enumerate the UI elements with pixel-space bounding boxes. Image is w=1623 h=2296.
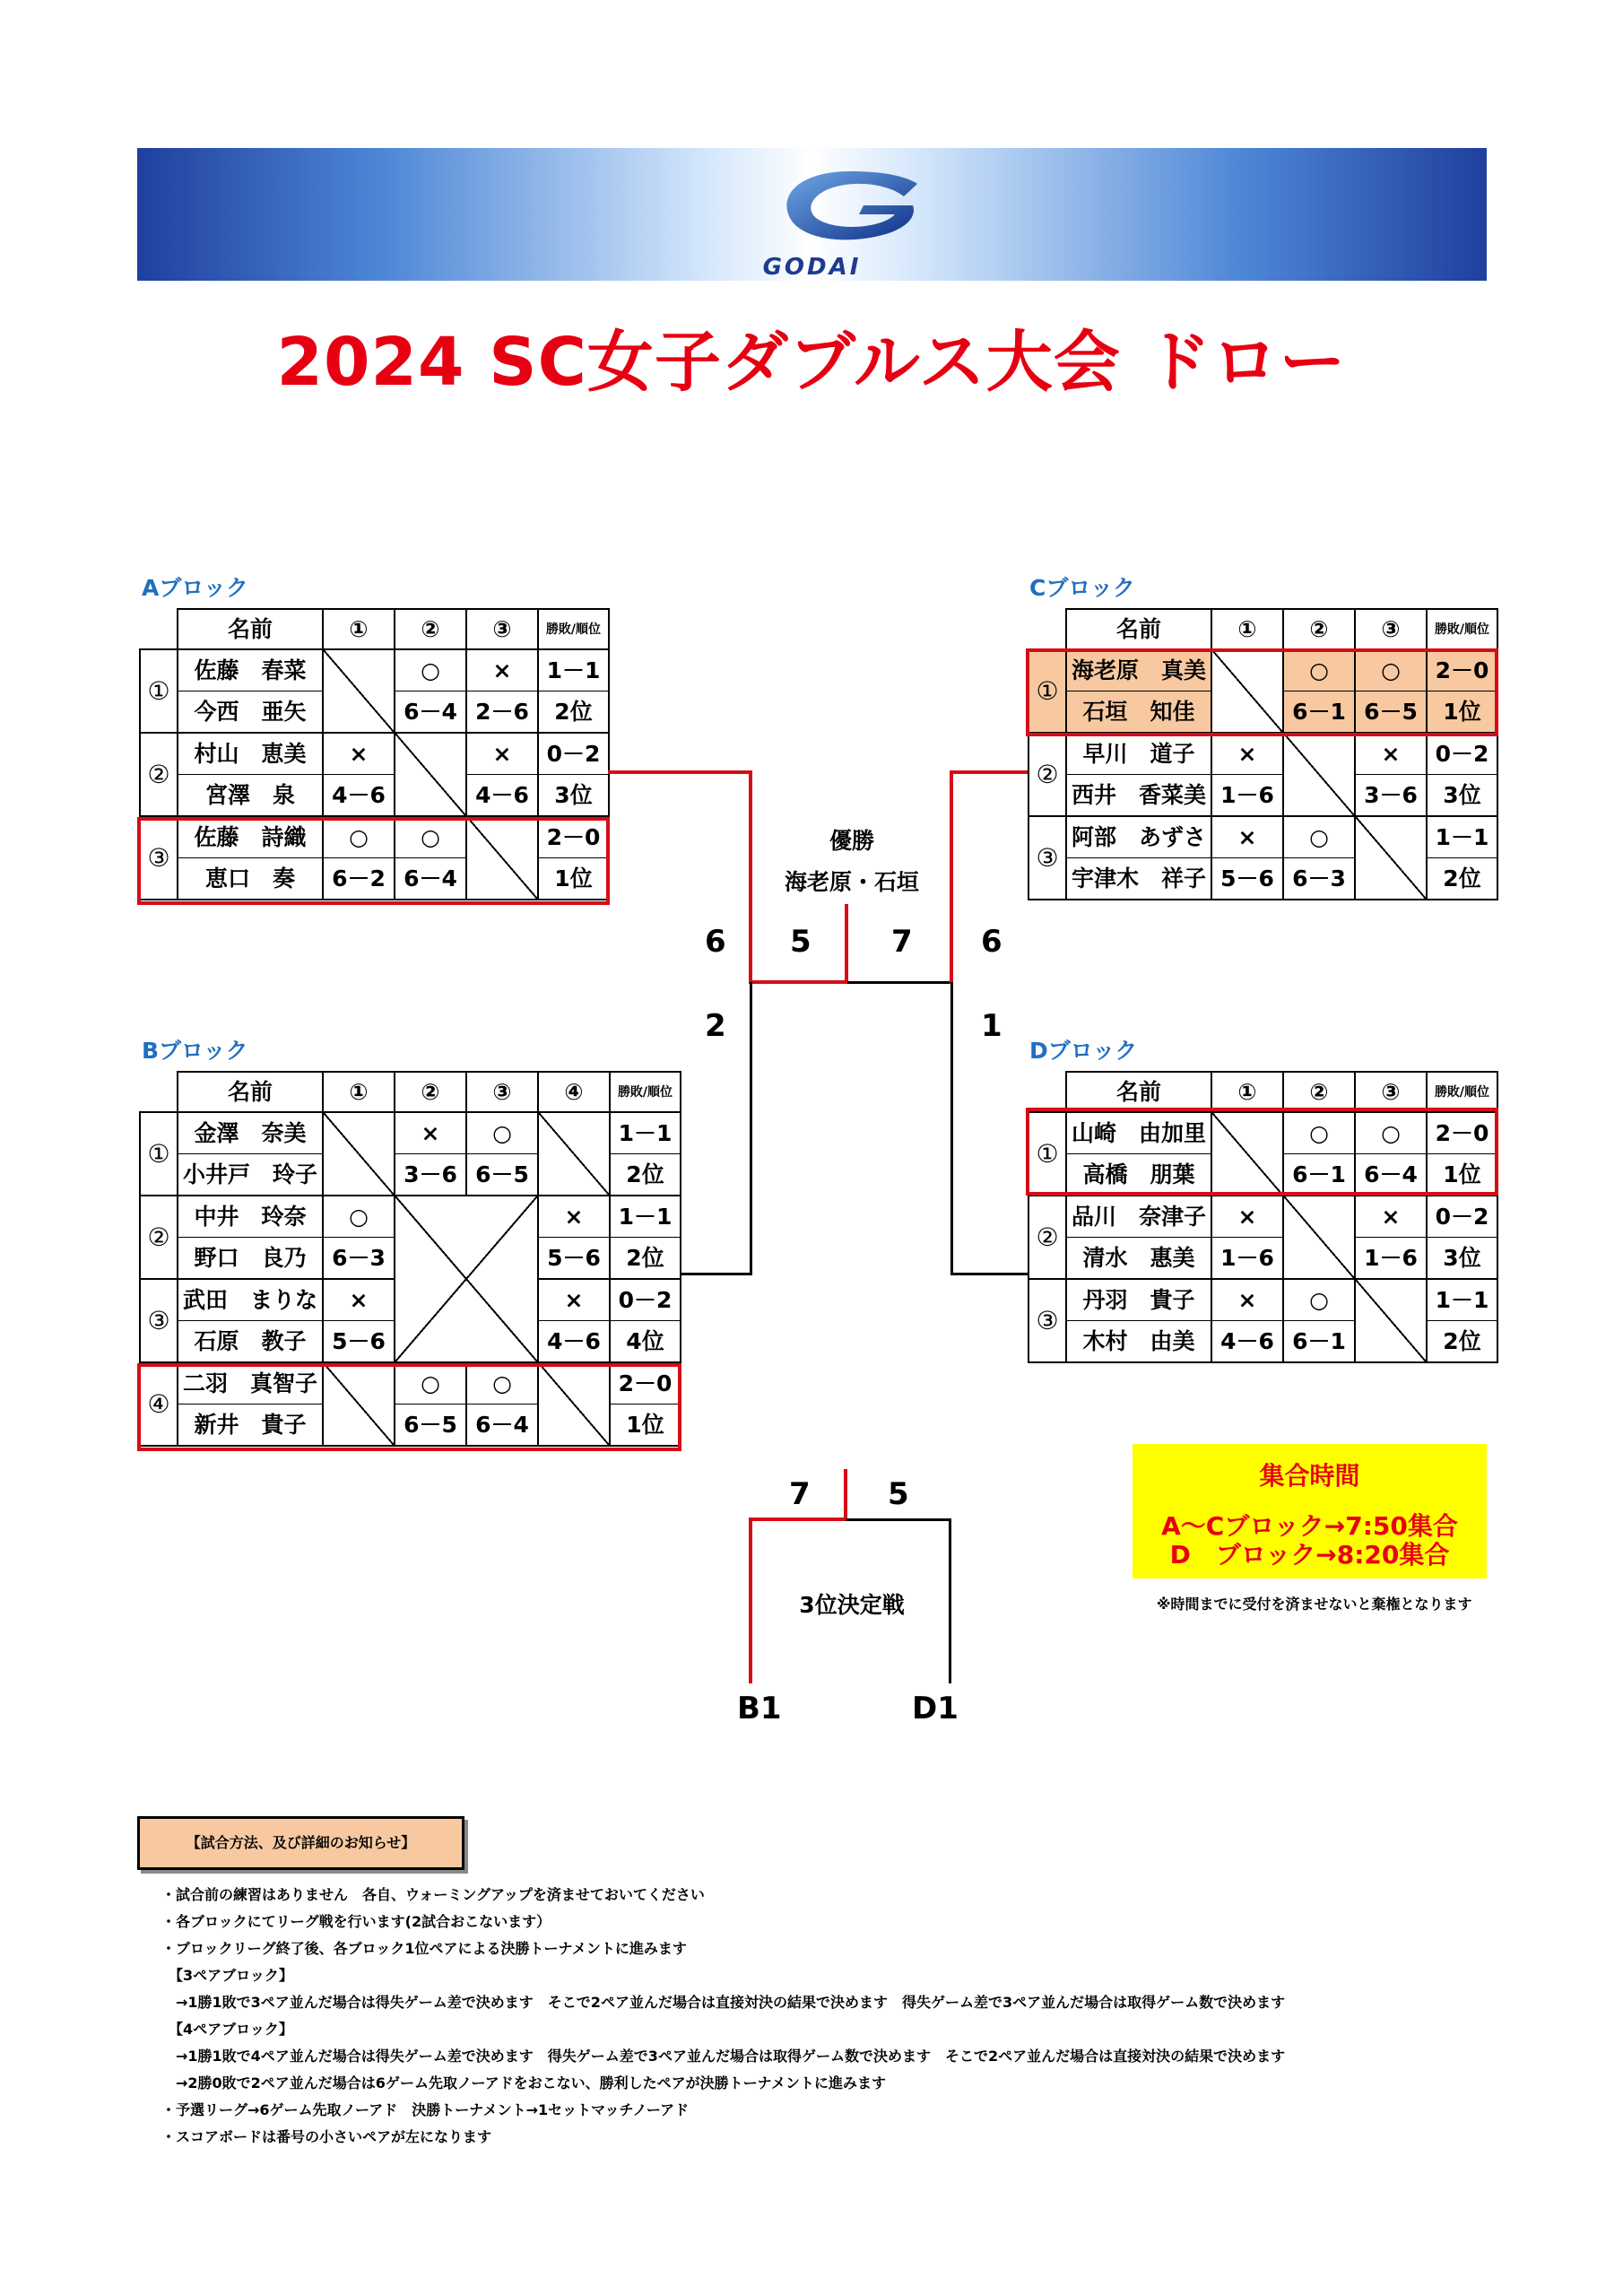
pair-number: ②: [140, 733, 178, 816]
match-result: ○: [323, 1196, 395, 1238]
match-result: ○: [395, 1362, 466, 1405]
bracket-line: [950, 982, 953, 1275]
pair-number: ④: [140, 1362, 178, 1446]
assembly-note: ※時間までに受付を済ませないと棄権となります: [1157, 1596, 1472, 1613]
bracket-line: [749, 770, 752, 983]
player-name: 品川 奈津子: [1066, 1196, 1211, 1238]
match-score: 5－6: [1211, 858, 1283, 900]
header-col-2: ②: [395, 1072, 466, 1112]
match-result: ○: [1283, 1112, 1355, 1154]
header-col-2: ②: [1283, 609, 1355, 649]
match-score: 6－5: [395, 1405, 466, 1447]
winner-names: 海老原・石垣: [784, 869, 919, 895]
player-name: 野口 良乃: [178, 1238, 323, 1280]
match-score: 6－1: [1283, 1321, 1355, 1363]
match-result: ○: [1283, 816, 1355, 858]
player-name: 石原 教子: [178, 1321, 323, 1363]
assembly-line-1: A～Cブロック→7:50集合: [1161, 1511, 1458, 1541]
win-loss: 0－2: [1427, 1196, 1497, 1238]
score-third-left: 7: [789, 1476, 811, 1512]
bracket-line: [749, 1518, 752, 1683]
match-result: ×: [1211, 1279, 1283, 1321]
header-col-4: ④: [538, 1072, 610, 1112]
pair-number: ①: [1028, 1112, 1066, 1196]
match-score: 6－4: [395, 691, 466, 734]
match-score: 6－5: [1355, 691, 1427, 734]
self-match-cell: [395, 1196, 538, 1362]
pair-number: ③: [1028, 816, 1066, 900]
player-name: 高橋 朋葉: [1066, 1154, 1211, 1196]
header-col-1: ①: [1211, 609, 1283, 649]
match-score: 6－3: [323, 1238, 395, 1280]
header-col-2: ②: [395, 609, 466, 649]
assembly-time-box: [1133, 1444, 1487, 1578]
match-result: ×: [1211, 1196, 1283, 1238]
match-score: 2－6: [466, 691, 538, 734]
match-score: 6－2: [323, 858, 395, 900]
score-final-right: 7: [891, 924, 913, 960]
match-result: ×: [1355, 1196, 1427, 1238]
rank: 2位: [610, 1238, 681, 1280]
self-match-cell: [1355, 1279, 1427, 1362]
pair-number: ②: [140, 1196, 178, 1279]
bracket-line: [847, 981, 952, 984]
rank: 3位: [1427, 1238, 1497, 1280]
header-result: 勝敗/順位: [610, 1072, 681, 1112]
rank: 3位: [1427, 775, 1497, 817]
match-score: 6－5: [466, 1154, 538, 1196]
score-third-right: 5: [888, 1476, 909, 1512]
match-result: ○: [395, 649, 466, 691]
header-col-1: ①: [323, 609, 395, 649]
bracket-line: [749, 1518, 847, 1521]
header-col-3: ③: [466, 609, 538, 649]
match-score: 6－4: [395, 858, 466, 900]
pair-number: ③: [140, 1279, 178, 1362]
header-result: 勝敗/順位: [1427, 609, 1497, 649]
win-loss: 2－0: [538, 816, 609, 858]
block-c-label: Cブロック: [1029, 575, 1135, 601]
rank: 1位: [1427, 1154, 1497, 1196]
match-score: 1－6: [1211, 775, 1283, 817]
header-col-1: ①: [323, 1072, 395, 1112]
bracket-line: [846, 1518, 950, 1521]
block-b-label: Bブロック: [142, 1038, 248, 1064]
rank: 3位: [538, 775, 609, 817]
pair-number: ③: [1028, 1279, 1066, 1362]
block-a-winner-highlight: [137, 817, 610, 905]
header-name: 名前: [178, 609, 323, 649]
bracket-line: [608, 770, 751, 774]
match-score: 6－3: [1283, 858, 1355, 900]
win-loss: 1－1: [610, 1196, 681, 1238]
pair-number: ①: [1028, 649, 1066, 733]
player-name: 今西 亜矢: [178, 691, 323, 734]
header-name: 名前: [1066, 609, 1211, 649]
match-result: ×: [1211, 816, 1283, 858]
bracket-line: [949, 1518, 951, 1683]
header-name: 名前: [178, 1072, 323, 1112]
bracket-line: [680, 1273, 751, 1275]
match-score: 6－1: [1283, 691, 1355, 734]
win-loss: 1－1: [610, 1112, 681, 1154]
match-score: 6－4: [466, 1405, 538, 1447]
winner-label: 優勝: [829, 828, 874, 854]
match-score: 4－6: [538, 1321, 610, 1363]
match-result: ○: [466, 1362, 538, 1405]
self-match-cell: [323, 649, 395, 733]
godai-logo-icon: [769, 164, 931, 254]
assembly-line-2: D ブロック→8:20集合: [1169, 1540, 1450, 1570]
match-result: ○: [466, 1112, 538, 1154]
player-name: 恵口 奏: [178, 858, 323, 900]
player-name: 丹羽 貴子: [1066, 1279, 1211, 1321]
score-semi-right-bottom: 1: [981, 1008, 1002, 1044]
player-name: 佐藤 詩織: [178, 816, 323, 858]
match-score: 5－6: [323, 1321, 395, 1363]
win-loss: 1－1: [1427, 1279, 1497, 1321]
score-semi-left-bottom: 2: [705, 1008, 726, 1044]
rank: 4位: [610, 1321, 681, 1363]
win-loss: 1－1: [1427, 816, 1497, 858]
block-d-label: Dブロック: [1029, 1038, 1138, 1064]
bracket-line: [845, 904, 848, 984]
block-a-label: Aブロック: [142, 575, 248, 601]
info-line: →2勝0敗で2ペア並んだ場合は6ゲーム先取ノーアドをおこない、勝利したペアが決勝トーナメントに進みます: [161, 2074, 887, 2092]
match-score: 4－6: [323, 775, 395, 817]
match-score: 3－6: [1355, 775, 1427, 817]
player-name: 清水 惠美: [1066, 1238, 1211, 1280]
self-match-cell: [1283, 733, 1355, 816]
match-result: ×: [1211, 733, 1283, 775]
player-name: 二羽 真智子: [178, 1362, 323, 1405]
win-loss: 0－2: [538, 733, 609, 775]
header-col-1: ①: [1211, 1072, 1283, 1112]
player-name: 西井 香菜美: [1066, 775, 1211, 817]
match-result: ×: [466, 649, 538, 691]
match-score: 1－6: [1211, 1238, 1283, 1280]
header-name: 名前: [1066, 1072, 1211, 1112]
match-result: ×: [395, 1112, 466, 1154]
third-place-left-seed: B1: [737, 1691, 782, 1726]
info-line: ・各ブロックにてリーグ戦を行います(2試合おこないます）: [161, 1913, 551, 1930]
info-line: ・ブロックリーグ終了後、各ブロック1位ペアによる決勝トーナメントに進みます: [161, 1940, 687, 1957]
self-match-cell: [395, 733, 466, 816]
self-match-cell: [1283, 1196, 1355, 1279]
rank: 1位: [1427, 691, 1497, 734]
win-loss: 0－2: [1427, 733, 1497, 775]
self-match-cell: [1355, 816, 1427, 900]
match-score: 6－1: [1283, 1154, 1355, 1196]
score-semi-left-top: 6: [705, 924, 726, 960]
info-line: 【4ペアブロック】: [161, 2021, 293, 2038]
pair-number: ②: [1028, 733, 1066, 816]
no-match-cell: [538, 1112, 610, 1196]
header-col-3: ③: [1355, 1072, 1427, 1112]
match-result: ○: [323, 816, 395, 858]
info-line: ・予選リーグ→6ゲーム先取ノーアド 決勝トーナメント→1セットマッチノーアド: [161, 2101, 690, 2118]
bracket-line: [750, 982, 752, 1275]
player-name: 武田 まりな: [178, 1279, 323, 1321]
assembly-title: 集合時間: [1259, 1461, 1360, 1491]
win-loss: 2－0: [1427, 1112, 1497, 1154]
block-b-winner-highlight: [137, 1363, 681, 1451]
player-name: 山崎 由加里: [1066, 1112, 1211, 1154]
player-name: 早川 道子: [1066, 733, 1211, 775]
rank: 1位: [610, 1405, 681, 1447]
rank: 2位: [1427, 1321, 1497, 1363]
match-result: ○: [1355, 1112, 1427, 1154]
header-result: 勝敗/順位: [538, 609, 609, 649]
rank: 2位: [1427, 858, 1497, 900]
win-loss: 1－1: [538, 649, 609, 691]
bracket-line: [844, 1469, 847, 1519]
header-col-3: ③: [466, 1072, 538, 1112]
bracket-line: [749, 980, 847, 984]
match-result: ○: [1355, 649, 1427, 691]
rank: 2位: [610, 1154, 681, 1196]
match-score: 4－6: [1211, 1321, 1283, 1363]
logo-text: GODAI: [762, 254, 862, 281]
bracket-line: [950, 1273, 1028, 1275]
player-name: 金澤 奈美: [178, 1112, 323, 1154]
pair-number: ①: [140, 649, 178, 733]
score-final-left: 5: [790, 924, 812, 960]
win-loss: 2－0: [1427, 649, 1497, 691]
win-loss: 2－0: [610, 1362, 681, 1405]
match-result: ○: [1283, 1279, 1355, 1321]
page-title: 2024 SC女子ダブルス大会 ドロー: [276, 324, 1347, 401]
pair-number: ③: [140, 816, 178, 900]
match-result: ×: [466, 733, 538, 775]
player-name: 中井 玲奈: [178, 1196, 323, 1238]
pair-number: ②: [1028, 1196, 1066, 1279]
player-name: 阿部 あずさ: [1066, 816, 1211, 858]
info-title-box: 【試合方法、及び詳細のお知らせ】: [137, 1816, 464, 1870]
info-line: 【3ペアブロック】: [161, 1967, 293, 1984]
player-name: 木村 由美: [1066, 1321, 1211, 1363]
player-name: 石垣 知佳: [1066, 691, 1211, 734]
match-result: ×: [538, 1279, 610, 1321]
pair-number: ①: [140, 1112, 178, 1196]
header-col-2: ②: [1283, 1072, 1355, 1112]
match-score: 3－6: [395, 1154, 466, 1196]
match-result: ○: [1283, 649, 1355, 691]
player-name: 新井 貴子: [178, 1405, 323, 1447]
match-result: ○: [395, 816, 466, 858]
match-score: 6－4: [1355, 1154, 1427, 1196]
match-result: ×: [1355, 733, 1427, 775]
info-line: →1勝1敗で3ペア並んだ場合は得失ゲーム差で決めます そこで2ペア並んだ場合は直接対決の結果で決めます 得失ゲーム差で3ペア並んだ場合は取得ゲーム数で決めます: [161, 1994, 1286, 2011]
match-score: 5－6: [538, 1238, 610, 1280]
win-loss: 0－2: [610, 1279, 681, 1321]
match-result: ×: [538, 1196, 610, 1238]
player-name: 宮澤 泉: [178, 775, 323, 817]
header-banner: [137, 148, 1487, 281]
rank: 1位: [538, 858, 609, 900]
header-result: 勝敗/順位: [1427, 1072, 1497, 1112]
player-name: 村山 恵美: [178, 733, 323, 775]
player-name: 佐藤 春菜: [178, 649, 323, 691]
info-line: ・試合前の練習はありません 各自、ウォーミングアップを済ませておいてください: [161, 1886, 705, 1903]
match-result: ×: [323, 1279, 395, 1321]
score-semi-right-top: 6: [981, 924, 1002, 960]
player-name: 小井戸 玲子: [178, 1154, 323, 1196]
player-name: 海老原 真美: [1066, 649, 1211, 691]
info-line: ・スコアボードは番号の小さいペアが左になります: [161, 2128, 492, 2145]
self-match-cell: [323, 1112, 395, 1196]
third-place-right-seed: D1: [912, 1691, 959, 1726]
block-d-winner-highlight: [1026, 1108, 1498, 1196]
match-result: ×: [323, 733, 395, 775]
bracket-line: [950, 770, 1028, 774]
player-name: 宇津木 祥子: [1066, 858, 1211, 900]
match-score: 1－6: [1355, 1238, 1427, 1280]
header-col-3: ③: [1355, 609, 1427, 649]
third-place-label: 3位決定戦: [799, 1592, 905, 1618]
block-c-winner-highlight: [1026, 648, 1498, 736]
match-score: 4－6: [466, 775, 538, 817]
rank: 2位: [538, 691, 609, 734]
info-line: →1勝1敗で4ペア並んだ場合は得失ゲーム差で決めます 得失ゲーム差で3ペア並んだ場合は取得ゲーム数で決めます そこで2ペア並んだ場合は直接対決の結果で決めます: [161, 2048, 1286, 2065]
